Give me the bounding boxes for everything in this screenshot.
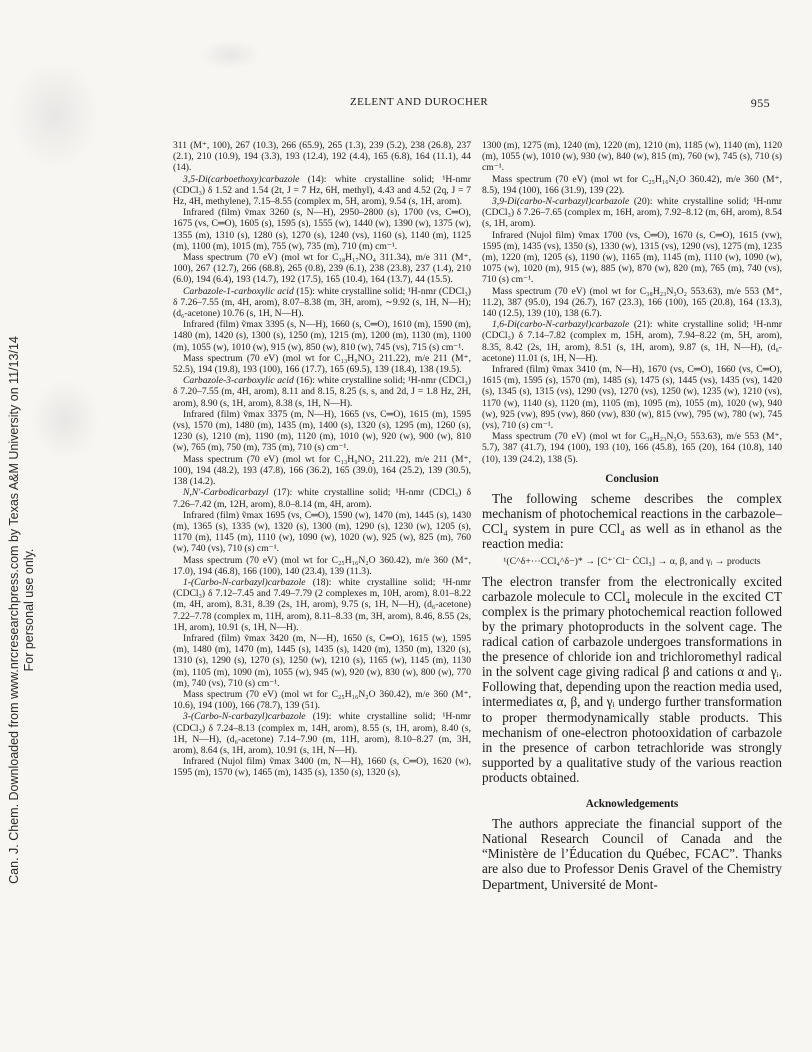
data-paragraph (482, 140, 782, 174)
data-paragraph (173, 174, 471, 208)
reaction-scheme: ¹(C^δ+⋯CCl₄^δ−)* → [C⁺˙Cl⁻ ĊCl₃] → α, β, and γᵢ → products (503, 556, 761, 568)
paragraph-text: Infrared (Nujol film) ṽmax 3400 (m, N—H), 1660 (s, C═O), 1620 (w), 1595 (m), 1570 (w), 1465 (m), 1435 (s), 1350 (s), 1320 (s), (173, 756, 471, 779)
data-paragraph (173, 375, 471, 409)
paragraph-text: Mass spectrum (70 eV) (mol wt for C₂₅H₁₆N₂O 360.42), m/e 360 (M⁺, 8.5), 194 (100), 166 (31.9), 139 (22). (482, 173, 782, 196)
left-column (173, 140, 471, 779)
data-paragraph (173, 555, 471, 577)
paragraph-text: Mass spectrum (70 eV) (mol wt for C₂₅H₁₆N₂O 360.42), m/e 360 (M⁺, 17.0), 194 (46.8), 166 (100), 140 (23.4), 139 (11.3). (173, 554, 471, 577)
page-number: 955 (750, 96, 770, 110)
right-column-data (482, 140, 782, 465)
data-paragraph (173, 140, 471, 174)
data-paragraph (173, 711, 471, 756)
compound-name: 3,5-Di(carboethoxy)carbazole (183, 173, 300, 185)
data-paragraph (482, 196, 782, 230)
data-paragraph (173, 577, 471, 633)
paragraph-text: Mass spectrum (70 eV) (mol wt for C₂₅H₁₆N₂O 360.42), m/e 360 (M⁺, 10.6), 194 (100), 166 (78.7), 139 (51). (173, 688, 471, 712)
data-paragraph (173, 409, 471, 454)
compound-name: 1-(Carbo-N-carbazyl)carbazole (183, 576, 306, 588)
paragraph-text: Mass spectrum (70 eV) (mol wt for C₁₈H₁₇NO₄ 311.34), m/e 311 (M⁺, 100), 267 (12.7), 266 (68.8), 265 (0.8), 239 (6.1), 238 (23.8), 237 (1.4), 210 (6.0), 194 (6.4), 193 (14.7), 192 (17.5), 165 (10.4), 164 (13.7), 44 (15.5). (173, 252, 471, 286)
data-paragraph (173, 756, 471, 778)
data-paragraph (482, 319, 782, 364)
paragraph-text: 311 (M⁺, 100), 267 (10.3), 266 (65.9), 265 (1.3), 239 (5.2), 238 (26.8), 237 (2.1), 210 (10.9), 194 (3.3), 193 (12.4), 192 (4.4), 165 (6.8), 164 (11.1), 44 (14). (173, 140, 471, 174)
data-paragraph (482, 230, 782, 286)
data-paragraph (482, 431, 782, 465)
paragraph-text: Infrared (film) ṽmax 3395 (s, N—H), 1660 (s, C═O), 1610 (m), 1590 (m), 1480 (m), 1420 (s), 1300 (s), 1250 (m), 1215 (m), 1200 (m), 1130 (m), 1100 (m), 1055 (w), 1010 (w), 915 (w), 850 (w), 810 (w), 745 (vs), 715 (s) cm⁻¹. (173, 319, 471, 353)
watermark-line-2: For personal use only. (22, 548, 36, 672)
paragraph-text: Mass spectrum (70 eV) (mol wt for C₁₃H₉NO₂ 211.22), m/e 211 (M⁺, 100), 194 (48.2), 193 (47.8), 166 (36.2), 165 (39.0), 164 (25.2), 139 (30.5), 138 (14.2). (173, 453, 471, 488)
data-paragraph (173, 207, 471, 252)
data-paragraph (482, 286, 782, 320)
data-paragraph (173, 487, 471, 509)
conclusion-paragraph-1: The following scheme describes the complex mechanism of photochemical reactions in the carbazole–CCl₄ system in pure CCl₄ as well as in ethanol as the reaction media: (482, 491, 782, 552)
watermark-line-1: Can. J. Chem. Downloaded from www.nrcresearchpress.com by Texas A&M University on 11/13/14 (7, 336, 21, 884)
paragraph-text: Infrared (film) ṽmax 3420 (m, N—H), 1650 (s, C═O), 1615 (w), 1595 (m), 1480 (m), 1470 (m), 1445 (s), 1435 (s), 1420 (m), 1350 (m), 1320 (s), 1310 (s), 1290 (s), 1270 (s), 1250 (w), 1210 (s), 1165 (w), 1145 (m), 1130 (m), 1105 (m), 1090 (m), 1055 (w), 945 (w), 920 (w), 830 (w), 800 (w), 770 (m), 740 (vs), 710 (s) cm⁻¹. (173, 632, 471, 689)
acknowledgements-paragraph: The authors appreciate the financial support of the National Research Council of Canada and the “Ministère de l’Éducation du Québec, FCAC”. Thanks are also due to Professor Denis Gravel of the Chemistry Department, Université de Mont- (482, 816, 782, 892)
compound-name: N,N′-Carbodicarbazyl (183, 487, 269, 499)
paragraph-text: (16): white crystalline solid; ¹H-nmr (CDCl₃) δ 7.20–7.55 (m, 4H, arom), 8.11 and 8.15, 8.25 (s, s, and 2d, J = 1.8 Hz, 2H, arom), 8.90 (s, 1H, arom), 8.38 (s, 1H, N—H). (173, 375, 471, 409)
conclusion-heading: Conclusion (605, 472, 659, 485)
paragraph-text: Infrared (film) ṽmax 3410 (m, N—H), 1670 (vs, C═O), 1660 (vs, C═O), 1615 (m), 1595 (s), 1570 (m), 1485 (s), 1475 (s), 1445 (vs), 1435 (vs), 1420 (s), 1345 (s), 1315 (vs), 1290 (vs), 1270 (vs), 1250 (w), 1235 (w), 1210 (vs), 1170 (w), 1140 (s), 1120 (m), 1105 (m), 1095 (m), 1055 (m), 1020 (w), 940 (w), 925 (vw), 895 (vw), 860 (vw), 830 (w), 815 (vw), 795 (w), 780 (w), 745 (vs), 710 (s) cm⁻¹. (482, 364, 782, 432)
compound-name: 3-(Carbo-N-carbazyl)carbazole (183, 711, 306, 723)
scan-smudge (10, 60, 100, 170)
running-head (170, 96, 770, 112)
data-paragraph (482, 174, 782, 196)
paragraph-text: 1300 (m), 1275 (m), 1240 (m), 1220 (m), 1210 (m), 1185 (w), 1140 (m), 1120 (m), 1055 (w), 1010 (w), 930 (w), 840 (w), 815 (m), 760 (w), 745 (s), 710 (s) cm⁻¹. (482, 140, 782, 174)
paragraph-text: (21): white crystalline solid; ¹H-nmr (CDCl₃) δ 7.14–7.82 (complex m, 15H, arom), 7.94–8.22 (m, 5H, arom), 8.35, 8.42 (2s, 1H, arom), 8.51 (s, 1H, arom), 9.87 (s, 1H, N—H), (d₆-acetone) 11.01 (s, 1H, N—H). (482, 319, 782, 364)
paragraph-text: Mass spectrum (70 eV) (mol wt for C₃₈H₂₃N₃O₂ 553.63), m/e 553 (M⁺, 11.2), 387 (95.0), 194 (26.7), 167 (23.3), 166 (100), 165 (20.8), 164 (13.3), 140 (12.5), 139 (10), 138 (6.7). (482, 285, 782, 320)
compound-name: 1,6-Di(carbo-N-carbazyl)carbazole (492, 319, 630, 331)
paragraph-text: (19): white crystalline solid; ¹H-nmr (CDCl₃) δ 7.24–8.13 (complex m, 14H, arom), 8.55 (s, 1H, arom), 8.40 (s, 1H, N—H), (d₆-acetone) 7.14–7.90 (m, 11H, arom), 8.10–8.27 (m, 3H, arom), 8.64 (s, 1H, arom), 10.91 (s, 1H, N—H). (173, 711, 471, 756)
compound-name: Carbazole-3-carboxylic acid (183, 375, 294, 387)
compound-name: Carbazole-1-carboxylic acid (183, 285, 294, 297)
paragraph-text: Infrared (film) ṽmax 3375 (m, N—H), 1665 (vs, C═O), 1615 (m), 1595 (vs), 1570 (m), 1480 (m), 1435 (m), 1400 (s), 1320 (s), 1295 (m), 1260 (s), 1230 (s), 1210 (m), 1190 (m), 1120 (m), 1010 (w), 920 (w), 900 (w), 810 (w), 765 (m), 750 (m), 735 (m), 710 (s) cm⁻¹. (173, 408, 471, 454)
data-paragraph (173, 252, 471, 286)
paragraph-text: Infrared (Nujol film) ṽmax 1700 (vs, C═O), 1670 (s, C═O), 1615 (vw), 1595 (m), 1435 (vs), 1350 (s), 1330 (w), 1315 (vs), 1290 (vs), 1275 (m), 1235 (m), 1220 (m), 1205 (s), 1190 (w), 1165 (m), 1145 (m), 1110 (w), 1090 (w), 1075 (w), 1020 (m), 915 (w), 885 (w), 870 (w), 820 (m), 765 (m), 740 (vs), 710 (s) cm⁻¹. (482, 229, 782, 286)
data-paragraph (173, 286, 471, 320)
download-watermark (2, 230, 42, 990)
compound-name: 3,9-Di(carbo-N-carbazyl)carbazole (492, 196, 630, 208)
data-paragraph (173, 319, 471, 353)
data-paragraph (173, 510, 471, 555)
data-paragraph (482, 364, 782, 431)
paragraph-text: Mass spectrum (70 eV) (mol wt for C₁₃H₉NO₂ 211.22), m/e 211 (M⁺, 52.5), 194 (19.8), 193 (100), 166 (17.7), 165 (69.5), 139 (18.4), 138 (19.5). (173, 352, 471, 376)
conclusion-paragraph-2: The electron transfer from the electronically excited carbazole molecule to CCl₄ molecule in the excited CT complex is the primary photochemical reaction followed by the primary photoproducts in the solvent cage. The radical cation of carbazole undergoes transformations in the presence of chloride ion and trichloromethyl radical in the solvent cage giving radical β and cations α and γᵢ. Following that, depending upon the reaction media used, intermediates α, β, and γᵢ undergo further transformation to proper thermodynamically stable products. This mechanism of one-electron photooxidation of carbazole in the presence of carbon tetrachloride was strongly supported by a qualitative study of the various reaction products obtained. (482, 573, 782, 785)
paragraph-text: (15): white crystalline solid; ¹H-nmr (CDCl₃) δ 7.26–7.55 (m, 4H, arom), 8.07–8.38 (m, 3H, arom), ∼9.92 (s, 1H, N—H); (d₆-acetone) 10.76 (s, 1H, N—H). (173, 285, 471, 320)
data-paragraph (173, 689, 471, 711)
paragraph-text: Infrared (film) ṽmax 3260 (s, N—H), 2950–2800 (s), 1700 (vs, C═O), 1675 (vs, C═O), 1605 (s), 1595 (s), 1555 (w), 1440 (w), 1390 (w), 1375 (w), 1355 (m), 1310 (s), 1280 (s), 1270 (s), 1240 (vs), 1160 (s), 1140 (m), 1125 (m), 1100 (m), 1015 (m), 755 (w), 735 (m), 710 (m) cm⁻¹. (173, 207, 471, 252)
paragraph-text: Infrared (film) ṽmax 1695 (vs, C═O), 1590 (w), 1470 (m), 1445 (s), 1430 (m), 1365 (s), 1335 (w), 1320 (s), 1300 (m), 1290 (s), 1230 (w), 1205 (s), 1170 (m), 1145 (m), 1110 (w), 1090 (w), 1020 (w), 925 (w), 825 (m), 760 (w), 740 (vs), 710 (s) cm⁻¹. (173, 509, 471, 555)
paragraph-text: (18): white crystalline solid; ¹H-nmr (CDCl₃) δ 7.12–7.45 and 7.49–7.79 (2 complexes m, 10H, arom), 8.01–8.22 (m, 4H, arom), 8.31, 8.39 (2s, 1H, arom), 9.75 (s, 1H, N—H), (d₆-acetone) 7.22–7.78 (complex m, 11H, arom), 8.11–8.33 (m, 3H, arom), 8.46, 8.55 (2s, 1H, arom), 10.91 (s, 1H, N—H). (173, 576, 471, 633)
paragraph-text: (14): white crystalline solid; ¹H-nmr (CDCl₃) δ 1.52 and 1.54 (2t, J = 7 Hz, 6H, methyl), 4.43 and 4.52 (2q, J = 7 Hz, 4H, methylene), 7.15–8.55 (complex m, 5H, arom), 9.54 (s, 1H, arom). (173, 173, 471, 208)
data-paragraph (173, 353, 471, 375)
paragraph-text: Mass spectrum (70 eV) (mol wt for C₃₈H₂₃N₃O₂ 553.63), m/e 553 (M⁺, 5.7), 387 (41.7), 194 (100), 193 (10), 166 (45.8), 165 (20), 164 (10.8), 140 (10), 139 (24.2), 138 (5). (482, 431, 782, 465)
paragraph-text: (17): white crystalline solid; ¹H-nmr (CDCl₃) δ 7.26–7.42 (m, 12H, arom), 8.0–8.14 (m, 4H, arom). (173, 487, 471, 510)
data-paragraph (173, 633, 471, 689)
acknowledgements-heading: Acknowledgements (585, 797, 679, 810)
running-head-authors: ZELENT AND DUROCHER (350, 96, 489, 108)
right-column (482, 140, 782, 892)
data-paragraph (173, 454, 471, 488)
scan-smudge (200, 40, 260, 70)
paragraph-text: (20): white crystalline solid; ¹H-nmr (CDCl₃) δ 7.26–7.65 (complex m, 16H, arom), 7.92–8.12 (m, 6H, arom), 8.54 (s, 1H, arom). (482, 196, 782, 230)
